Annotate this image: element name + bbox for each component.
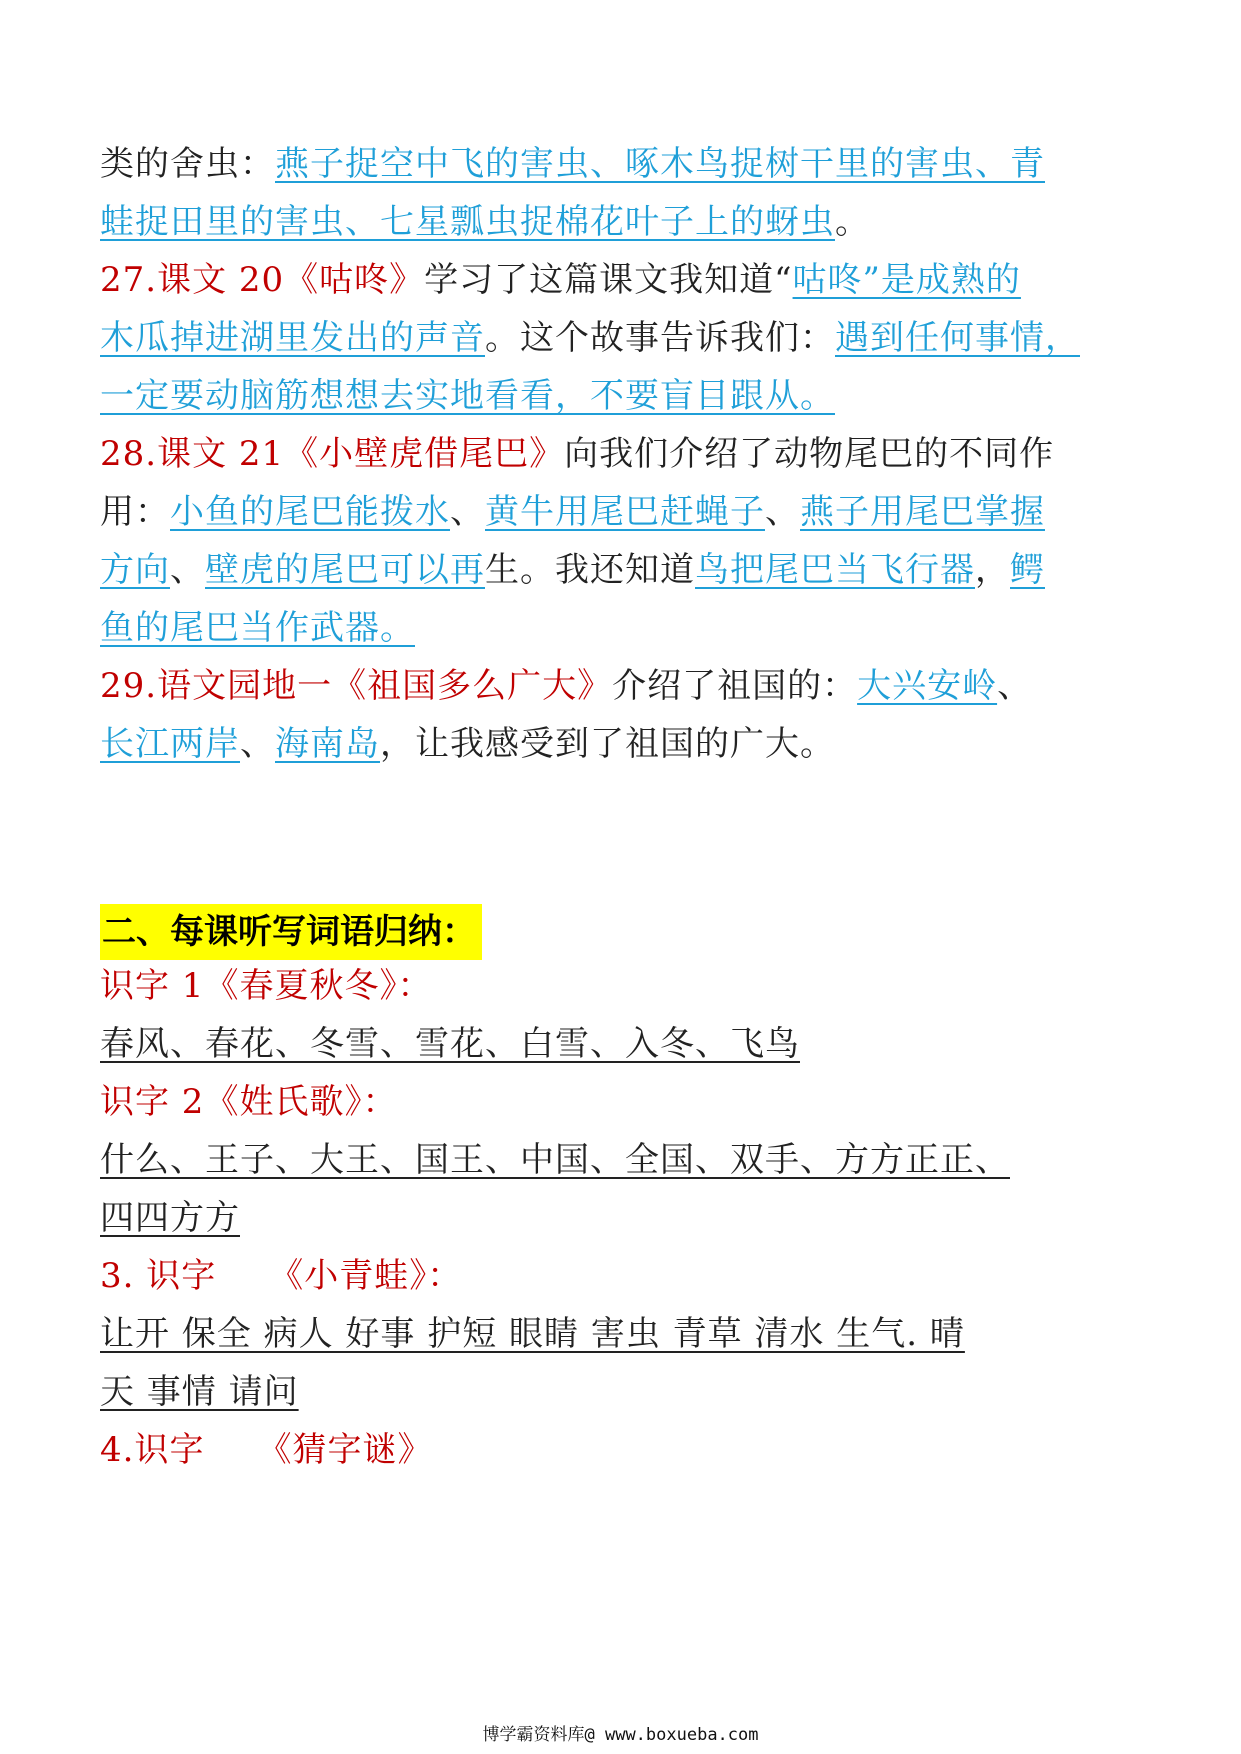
text-line: 方向、壁虎的尾巴可以再生。我还知道鸟把尾巴当飞行器，鳄 xyxy=(100,550,1045,590)
word-list: 春风、春花、冬雪、雪花、白雪、入冬、飞鸟 xyxy=(100,1024,800,1064)
text-line: 27.课文 20《咕咚》学习了这篇课文我知道“咕咚”是成熟的 xyxy=(100,260,1021,300)
text-line: 木瓜掉进湖里发出的声音。这个故事告诉我们：遇到任何事情， xyxy=(100,318,1080,358)
section-heading: 二、每课听写词语归纳： xyxy=(100,904,482,960)
word-list: 让开 保全 病人 好事 护短 眼睛 害虫 青草 清水 生气. 晴 xyxy=(100,1314,965,1354)
text-line: 28.课文 21《小壁虎借尾巴》向我们介绍了动物尾巴的不同作 xyxy=(100,434,1055,474)
text-line: 鱼的尾巴当作武器。 xyxy=(100,608,415,648)
lesson-title: 识字 1《春夏秋冬》： xyxy=(100,966,433,1006)
lesson-title: 29.语文园地一《祖国多么广大》 xyxy=(100,666,613,706)
text-line: 蛙捉田里的害虫、七星瓢虫捉棉花叶子上的蚜虫。 xyxy=(100,202,870,242)
text-line: 长江两岸、海南岛，让我感受到了祖国的广大。 xyxy=(100,724,835,764)
text-line: 用：小鱼的尾巴能拨水、黄牛用尾巴赶蝇子、燕子用尾巴掌握 xyxy=(100,492,1045,532)
footer-watermark: 博学霸资料库@ www.boxueba.com xyxy=(482,1725,759,1745)
lesson-title: 4.识字 《猜字谜》 xyxy=(100,1430,433,1470)
lesson-title: 28.课文 21《小壁虎借尾巴》 xyxy=(100,434,565,474)
lesson-title: 3. 识字 《小青蛙》： xyxy=(100,1256,463,1296)
text-line: 一定要动脑筋想想去实地看看，不要盲目跟从。 xyxy=(100,376,835,416)
lesson-title: 27.课文 20《咕咚》 xyxy=(100,260,425,300)
text-line: 类的舍虫：燕子捉空中飞的害虫、啄木鸟捉树干里的害虫、青 xyxy=(100,144,1045,184)
word-list: 四四方方 xyxy=(100,1198,240,1238)
lesson-title: 识字 2《姓氏歌》： xyxy=(100,1082,398,1122)
word-list: 天 事情 请问 xyxy=(100,1372,299,1412)
word-list: 什么、王子、大王、国王、中国、全国、双手、方方正正、 xyxy=(100,1140,1010,1180)
text-line: 29.语文园地一《祖国多么广大》介绍了祖国的：大兴安岭、 xyxy=(100,666,1033,706)
